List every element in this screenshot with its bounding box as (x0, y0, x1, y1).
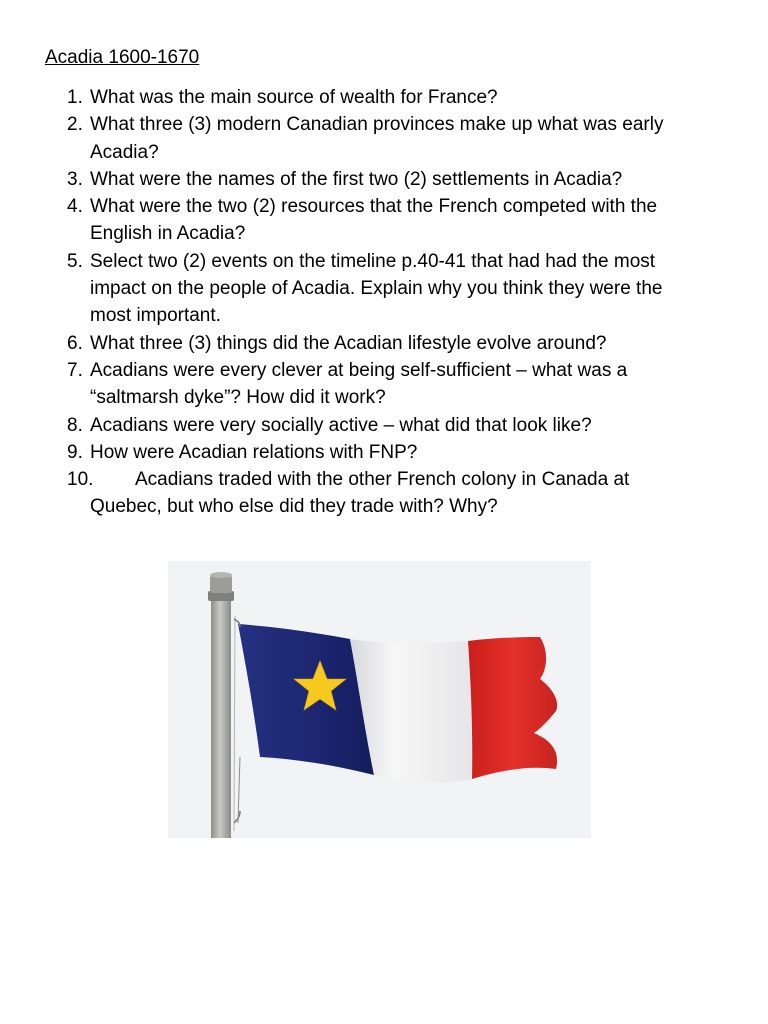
list-item (0, 357, 720, 412)
question-line: “saltmarsh dyke”? How did it work? (90, 387, 386, 409)
question-number: 1. (67, 87, 83, 108)
question-text: What three (3) things did the Acadian lifestyle evolve around? (90, 332, 607, 354)
question-number: 4. (67, 196, 83, 218)
question-line: impact on the people of Acadia. Explain why you think they were the (90, 278, 663, 300)
question-text (90, 114, 663, 162)
question-line: most important. (90, 305, 221, 327)
question-text (90, 196, 657, 244)
question-number: 8. (67, 414, 83, 436)
question-number: 5. (67, 250, 83, 272)
list-item (0, 248, 720, 330)
question-text: What was the main source of wealth for France? (90, 87, 498, 108)
question-line: Acadia? (90, 141, 159, 163)
list-item (0, 466, 720, 521)
question-line: Acadians traded with the other French colony in Canada at (135, 469, 630, 491)
question-number: 6. (67, 332, 83, 354)
acadian-flag-photo (168, 561, 591, 838)
question-number: 7. (67, 359, 83, 381)
question-line: English in Acadia? (90, 223, 246, 245)
list-item (0, 166, 720, 193)
acadian-flag-image (168, 561, 591, 838)
list-item (0, 439, 720, 466)
question-text (90, 360, 627, 408)
list-item (0, 84, 720, 111)
question-number: 9. (67, 441, 83, 463)
question-line: What three (3) modern Canadian provinces make up what was early (90, 114, 664, 136)
question-line: Acadians were every clever at being self-sufficient – what was a (90, 359, 628, 381)
document-title: Acadia 1600-1670 (45, 47, 200, 68)
list-item (0, 111, 720, 166)
question-text (90, 251, 662, 327)
question-line: What were the two (2) resources that the French competed with the (90, 196, 658, 218)
question-number: 3. (67, 168, 83, 190)
question-text: How were Acadian relations with FNP? (90, 441, 418, 463)
question-line: Select two (2) events on the timeline p.40-41 that had had the most (90, 250, 656, 272)
question-text: Acadians were very socially active – what did that look like? (90, 414, 592, 436)
question-line: Quebec, but who else did they trade with? Why? (90, 496, 498, 518)
flag-red-band (468, 637, 557, 779)
list-item (0, 193, 720, 248)
question-list (0, 84, 720, 521)
question-number: 10. (67, 469, 94, 491)
list-item (0, 330, 720, 357)
question-text (90, 466, 720, 521)
question-number: 2. (67, 114, 83, 136)
list-item (0, 412, 720, 439)
flagpole (208, 572, 235, 838)
question-text: What were the names of the first two (2) settlements in Acadia? (90, 168, 623, 190)
